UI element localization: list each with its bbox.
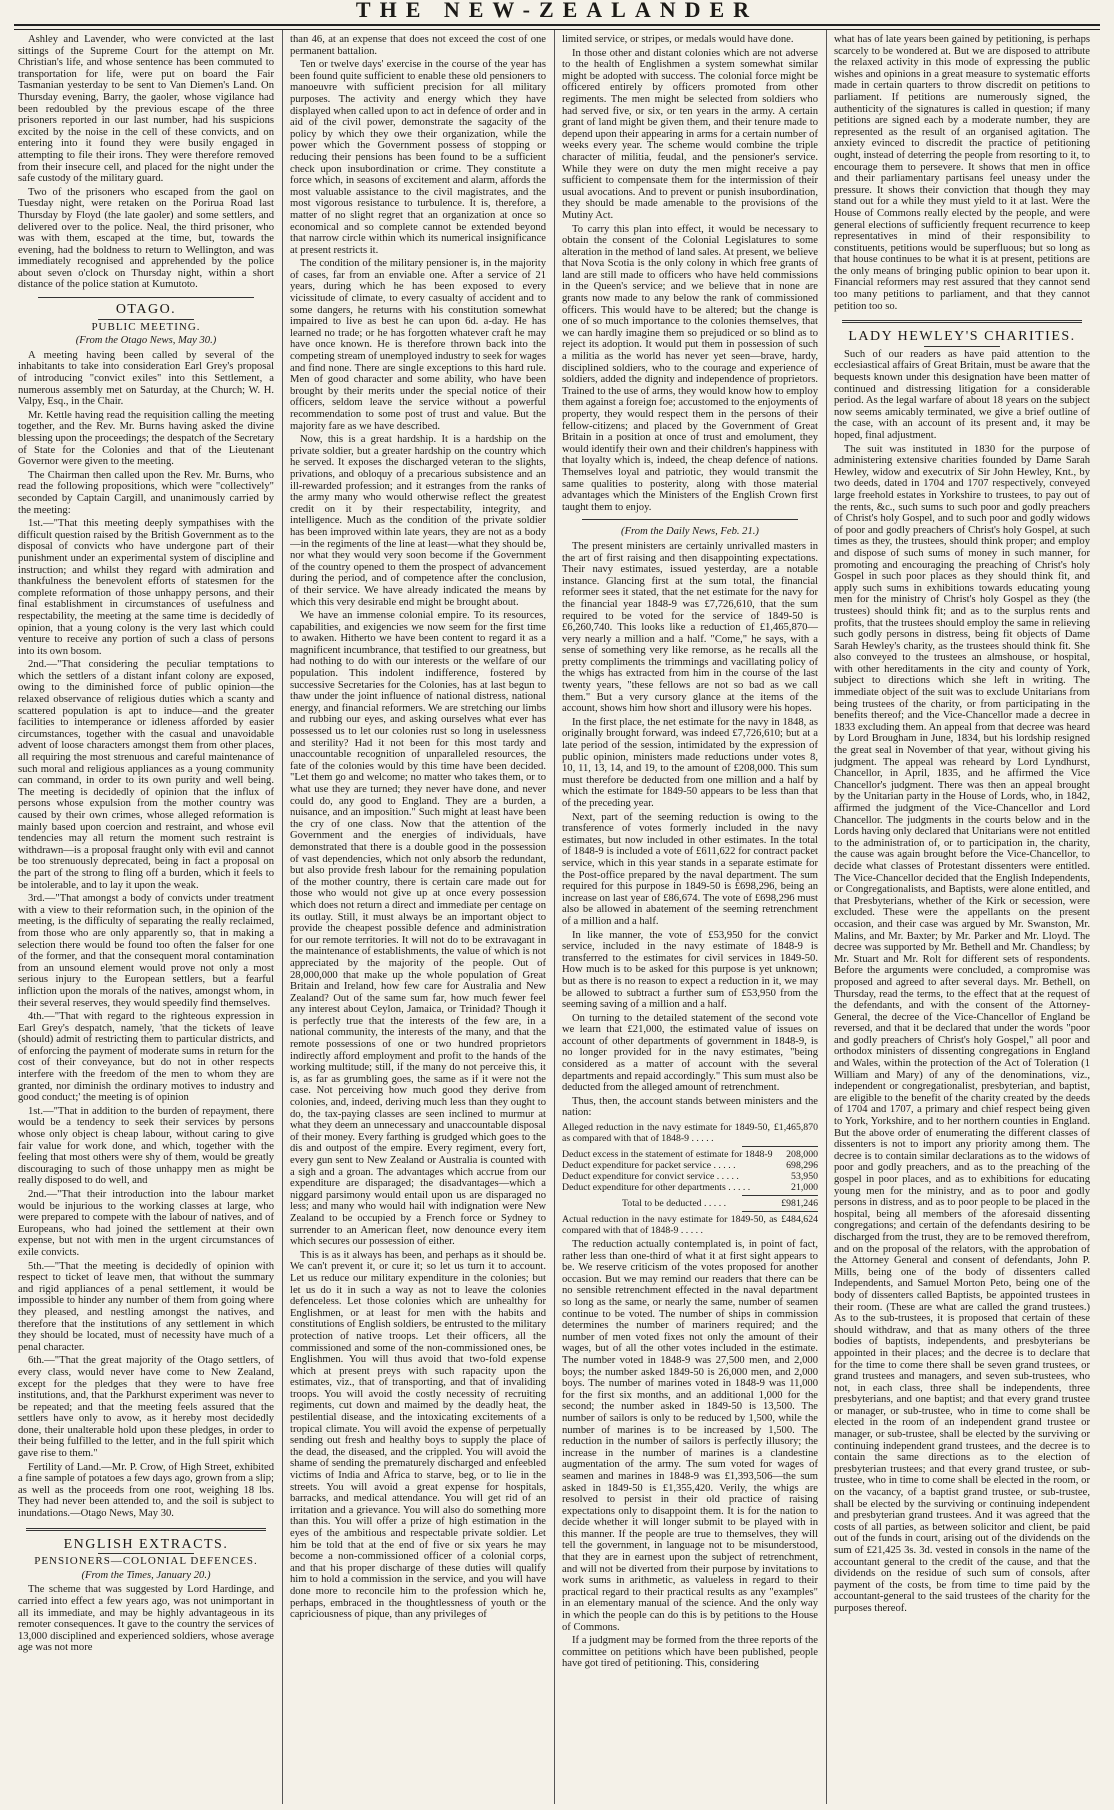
article-paragraph: Thus, then, the account stands between ministers and the nation: <box>562 1095 818 1119</box>
article-paragraph: limited service, or stripes, or medals would have done. <box>562 34 794 45</box>
ledger-row <box>562 1182 818 1193</box>
article-paragraph: In those other and distant colonies which are not adverse to the health of Englishmen a system somewhat similar might be adopted with success. The colonial force might be officered entirely by officers promoted from other regiments. The men might be selected from soldiers who had served five, or six, or ten years in the army. A certain grant of land might be given them, and their tenure made to depend upon their appearing in arms for a certain number of weeks every year. The scheme would combine the triple character of militia, feudal, and the pensioner's service. While they were on duty the men might receive a pay sufficient to compensate them for the intermission of their usual avocations. And to prevent or punish insubordination, they should be made amenable to the provisions of the Mutiny Act. <box>562 47 818 221</box>
article-paragraph: To carry this plan into effect, it would be necessary to obtain the consent of the Colonial Legislatures to some alteration in the method of land sales. At present, we believe that Nova Scotia is the only colony in which free grants of land are still made to officers who have held commissions in the Queen's service; and we believe that in none are grants now made to any below the rank of commissioned officers. This would have to be altered; but the change is one of so much importance to the colonies themselves, that we can hardly imagine them so prejudiced or so blind as to reject its adoption. It would put them in possession of such a militia as the world has never yet seen—brave, hardy, disciplined soldiers, who to the courage and experience of soldiers, added the dignity and independence of proprietors. Trained to the use of arms, they would know how to employ them against a foreign foe; accustomed to the enjoyments of property, they would respect them in the persons of their fellow-citizens; and placed by the Government of Great Britain in a position at once of trust and emolument, they would identify their own and their children's happiness with that loyalty which is, indeed, the cheap defence of nations. Themselves loyal and patriotic, they would transmit the same qualities to posterity, along with those material advantages which the Ministers of the English Crown first taught them to enjoy. <box>562 223 818 513</box>
article-paragraph: In like manner, the vote of £53,950 for the convict service, included in the navy estimate of 1848-9 is transferred to the estimates for civil services in 1849-50. How much is to be asked for this purpose is yet unknown; but as there is no reason to expect a reduction in it, we may be allowed to subtract a further sum of £53,950 from the seeming saving of a million and a half. <box>562 929 818 1011</box>
article-paragraph: The Chairman then called upon the Rev. Mr. Burns, who read the following propositions, which were "collectively" seconded by Captain Cargill, and unanimously carried by the meeting: <box>18 469 274 516</box>
ledger-row <box>562 1149 818 1160</box>
ledger-label: Deduct excess in the statement of estimate for 1848-9 <box>562 1149 773 1161</box>
column-3 <box>562 34 818 1806</box>
article-paragraph: 1st.—"That this meeting deeply sympathises with the difficult question raised by the British Government as to the disposal of convicts who have undergone part of their punishment under an experimental system of discipline and instruction; and whilst they regard with admiration and thankfulness the benevolent efforts of statesmen for the complete reformation of those unhappy persons, and their final establishment in circumstances of usefulness and respectability, the meeting at the same time is decidedly of opinion, that a young colony is the very last which could venture to receive any portion of such a class of persons into its own bosom. <box>18 518 274 657</box>
section-heading-english-extracts: ENGLISH EXTRACTS. <box>63 1536 229 1552</box>
article-paragraph: 1st.—"That in addition to the burden of repayment, there would be a tendency to seek their services by persons whose only object is cheap labour, without caring to give fair value for work done, and which, together with the feeling that most others were shy of them, would be greatly discouraging to such of those unhappy men as might be really disposed to do well, and <box>18 1105 274 1187</box>
article-paragraph: 3rd.—"That amongst a body of convicts under treatment with a view to their reformation such, in the opinion of the meeting, is the difficulty of separating the really reclaimed, from those who are only apparently so, that in making a selection there would be found too often the falser for one of the former, and that the consequent moral contamination from an unsound element would prove not only a most serious injury to the European settlers, but a fearful infliction upon the morals of the natives, amongst whom, in their several reserves, they would speedily find themselves. <box>18 893 274 1009</box>
article-source: (From the Otago News, May 30.) <box>75 335 217 347</box>
article-paragraph: We have an immense colonial empire. To its resources, capabilities, and exigencies we now seem for the first time to awaken. Hitherto we have been content to regard it as a magnificent incumbrance, that testified to our greatness, but had nothing to do with our interests or the welfare of our population. This indolent indifference, fostered by successive Secretaries for the Colonies, has at last begun to thaw under the joint influence of national distress, national energy, and financial reformers. We are stretching our limbs and rubbing our eyes, and asking ourselves what ever has possessed us to let our colonies rust so long in uselessness and sterility? Had it not been for this most tardy and unaccountable recognition of unparalleled resources, the fate of the colonies would by this time have been decided. "Let them go and welcome; no matter who takes them, or to what use they are turned; they never have done, and never could do, any good to England. They are a burden, a nuisance, and an imposition." Such might at least have been the cry of one class. Now that the attention of the Government and the energies of individuals, have demonstrated that there is a double good in the possession of vast dependencies, which not only absorb the redundant, but also provide fresh labour for the remaining population of the mother country, there is certain care made out for those who would not give up at once every possession which does not return a direct and immediate per centage on its outlay. Still, it must always be an important object to provide the cheapest possible defence and administration for our remote territories. It will not do to be extravagant in the maintenance of establishments, the value of which is not appreciated by the majority of the people. Out of 28,000,000 that make up the whole population of Great Britain and Ireland, how few care for Australia and New Zealand? Out of the same sum far, how much fewer feel any interest about Ceylon, Jamaica, or Trinidad? Though it is perfectly true that the interests of the few are, in a national community, the interests of the many, and that the remote possessions of one or two hundred proprietors indirectly afford employment and profit to the hands of the working multitude; still, if the many do not perceive this, it is, as far as grumbling goes, the same as if it were not the case. Not perceiving how much good they derive from colonies, and, indeed, deriving much less than they ought to do, the tax-paying classes are seen inclined to murmur at what they deem an unnecessary and unaccountable disposal of their money. Every farthing is grudged which goes to the dis and outpost of the empire. Every regiment, every fort, every gun sent to New Zealand or Australia is counted with a sigh and a groan. The advantages which accrue from our expenditure are disparaged; the disadvantages—which a niggard parsimony would entail upon us are disparaged no less; and many who would hail with indignation were New Zealand to be occupied by a French force or Sydney to surrender to an American fleet, now denounce every item which secures our possession of either. <box>290 610 546 1248</box>
article-source: (From the Times, January 20.) <box>81 1569 211 1581</box>
article-title-pensioners: PENSIONERS—COLONIAL DEFENCES. <box>34 1555 258 1568</box>
article-paragraph: Two of the prisoners who escaped from the gaol on Tuesday night, were retaken on the Porirua Road last Thursday by Floyd (the late gaoler) and some settlers, and delivered over to the police. Neal, the third prisoner, who was with them, escaped at the time, but, towards the evening, had the boldness to return to Wellington, and was immediately recognised and apprehended by the police about seven o'clock on Thursday night, within a short distance of the police station at Kumutoto. <box>18 186 274 291</box>
ledger-row <box>562 1171 818 1182</box>
navy-estimate-ledger <box>562 1122 818 1236</box>
article-paragraph: The condition of the military pensioner is, in the majority of cases, far from an enviable one. After a service of 21 years, during which he has been exposed to every vicissitude of climate, to every casualty of accident and to some dangers, he returns with his constitution somewhat impaired to live as best he can upon 6d. a-day. He has learned no trade; or he has forgotten whatever craft he may have once known. He is therefore thrown back into the competing stream of unemployed industry to seek for wages and find none. There are single exceptions to this hard rule. Men of good character and some ability, who have been brought by their merits under the special notice of their officers, seldom leave the service without a powerful recommendation to some post of trust and value. But the majority fare as we have described. <box>290 258 546 432</box>
ledger-rule <box>742 1146 818 1147</box>
article-paragraph: A meeting having been called by several of the inhabitants to take into consideration Earl Grey's proposal of introducing "convict exiles" into this Settlement, a numerous assembly met on Saturday, at the Church; W. H. Valpy, Esq., in the Chair. <box>18 349 274 408</box>
section-divider <box>582 519 798 520</box>
ledger-label: Deduct expenditure for packet service . . . . . <box>562 1160 736 1172</box>
ledger-amount: 208,000 <box>786 1149 818 1161</box>
ledger-amount: 698,296 <box>786 1160 818 1172</box>
article-paragraph: than 46, at an expense that does not exceed the cost of one permanent battalion. <box>290 34 546 57</box>
section-divider <box>924 346 1000 347</box>
column-rule <box>554 30 555 1804</box>
ledger-amount: £484,624 <box>781 1214 818 1226</box>
ledger-amount: £1,465,870 <box>773 1122 818 1134</box>
article-paragraph-fertility: Fertility of Land.—Mr. P. Crow, of High Street, exhibited a fine sample of potatoes a few days ago, grown from a slip; as well as the proceeds from one root, weighing 18 lbs. They had never been attended to, and the soil is subject to inundations.—Otago News, May 30. <box>18 1461 274 1520</box>
ledger-amount: 53,950 <box>791 1171 818 1183</box>
ledger-rule <box>742 1211 818 1212</box>
article-source: (From the Daily News, Feb. 21.) <box>621 526 759 538</box>
ledger-row-total <box>562 1198 818 1209</box>
ledger-amount: £981,246 <box>781 1198 818 1210</box>
article-paragraph: Next, part of the seeming reduction is owing to the transference of votes formerly included in the navy estimates, but now included in other estimates. In the total of 1848-9 is included a vote of £611,622 for contract packet service, which in this year stands in a separate estimate for the Post-office prepared by the naval department. The sum required for this purpose in 1849-50 is £698,296, being an increase on last year of £86,674. The vote of £698,296 must also be allowed in abatement of the seeming retrenchment of a million and a half. <box>562 811 818 927</box>
article-paragraph: The present ministers are certainly unrivalled masters in the art of first raising and then disappointing expectations. Their navy estimates, issued yesterday, are a notable instance. Glancing first at the sum total, the financial reformer sees it stated, that the net estimate for the navy for the financial year 1848-9 was £7,726,610, that the sum required to be voted for the service of 1849-50 is £6,260,740. This looks like a reduction of £1,465,870—very nearly a million and a half. "Come," he says, with a sense of something very like remorse, as he recalls all the pretty compliments the trimmings and vacillating policy of the whigs has extracted from him in the course of the last twenty years, "these fellows are not so bad as we call them." But a very cursory glance at the items of the account, shows him how short and illusory were his hopes. <box>562 540 818 715</box>
ledger-label: Deduct expenditure for other departments . . . . . <box>562 1182 751 1194</box>
article-paragraph: Now, this is a great hardship. It is a hardship on the private soldier, but a greater hardship on the country which he served. It exposes the discharged veteran to the slights, privations, and obloquy of a precarious subsistence and an ill-rewarded profession; and it estranges from the ranks of the army many who would otherwise reflect the greatest credit on it by their respectability, integrity, and intelligence. Much as the condition of the private soldier has been improved within late years, they are not as a body—in the regiments of the line at least—what they should be, nor what they would very soon become if the Government of the country opened to them the prospect of advancement during the period, and of competence after the conclusion, of their service. We have already indicated the means by which this very desirable end might be brought about. <box>290 434 546 608</box>
ledger-row <box>562 1160 818 1171</box>
article-paragraph: If a judgment may be formed from the three reports of the committee on petitions which have been published, people have got tired of petitioning. This, considering <box>562 1635 818 1670</box>
article-paragraph: 2nd.—"That their introduction into the labour market would be injurious to the working classes at large, who were prepared to compete with the labour of natives, and of Europeans, who had joined the settlement at their own expense, but not with men in the urgent circumstances of exile convicts. <box>18 1189 274 1258</box>
article-paragraph: 4th.—"That with regard to the righteous expression in Earl Grey's despatch, namely, 'that the tickets of leave (should) admit of restricting them to particular districts, and of enforcing the payment of moderate sums in return for the cost of their conveyance, but do not in other respects interfere with the freedom of the men to whom they are granted, nor diminish the ordinary motives to industry and good conduct;' the meeting is of opinion <box>18 1011 274 1104</box>
article-title-public-meeting: PUBLIC MEETING. <box>91 320 201 333</box>
column-rule <box>826 30 827 1804</box>
section-heading-otago: OTAGO. <box>115 302 177 318</box>
section-divider <box>26 1528 266 1531</box>
ledger-row <box>562 1214 818 1236</box>
article-paragraph: 6th.—"That the great majority of the Otago settlers, of every class, would never have come to New Zealand, except for the pledges that they were to have free institutions, and, that the Parkhurst experiment was never to be repeated; and that the meeting feels assured that the settlers have only to avow, as it hereby most decidedly done, their unalterable hold upon these pledges, in order to their being fulfilled to the letter, and in the full spirit which gave rise to them." <box>18 1355 274 1460</box>
article-paragraph: what has of late years been gained by petitioning, is perhaps scarcely to be wondered at. But we are disposed to attribute the relaxed activity in this mode of expressing the public wishes and opinions in a great measure to systematic efforts made in certain quarters to throw discredit on petitions to parliament. If petitions are numerously signed, the authenticity of the signatures is called in question; if many petitions are signed each by a moderate number, they are represented as the result of an organised agitation. The anxiety evinced to discredit the practice of petitioning ought, instead of deterring the people from resorting to it, to encourage them to persevere. It shows that men in office and their parliamentary partisans feel uneasy under the pressure. It shows their conviction that though they may stand out for a while they must yield to it at last. Were the House of Commons really elected by the people, and were general elections of sufficiently frequent recurrence to keep representatives in mind of their responsibility to constituents, petitions would be superfluous; but so long as that house continues to be what it is at present, petitions are the only means of bringing public opinion to bear upon it. Financial reformers may rest assured that they cannot send too many petitions to parliament, and that they cannot petition too so. <box>834 34 1090 312</box>
article-paragraph: The reduction actually contemplated is, in point of fact, rather less than one-third of what it at first sight appears to be. We reserve criticism of the votes proposed for another occasion. But we may remind our readers that there can be no sensible retrenchment effected in the naval department so long as the same, or nearly the same, number of seamen continue to be voted. The number of ships in commission determines the number of mariners required; and the number of men voted fixes not only the amount of their wages, but of all the other votes included in the estimate. The number voted in 1848-9 was 27,500 men, and 2,000 boys; the number asked 1849-50 is 26,000 men, and 2,000 boys. The number of marines voted in 1848-9 was 11,000 for the first six months, and an additional 1,000 for the second; the number asked in 1849-50 is 13,500. The number of sailors is only to be reduced by 1,500, while the number of marines is to be increased by 1,500. The reduction in the number of sailors is perfectly illusory; the increase in the number of marines is a clandestine augmentation of the army. The sum voted for wages of seamen and marines in 1848-9 was £1,393,506—the sum asked in 1849-50 is £1,355,420. Verily, the whigs are resolved to persist in their old practice of raising expectations only to disappoint them. It is for the nation to decide whether it will longer submit to be played with in this manner. If the people are true to themselves, they will tell the government, in language not to be misunderstood, that they are in earnest upon the subject of retrenchment, and will not be diverted from their purpose by invitations to work sums in arithmetic, as valueless in regard to their practical regard to their practical results as any "examples" in an elementary manual of the science. And the only way in which the people can do this is by petitions to the House of Commons. <box>562 1239 818 1633</box>
article-paragraph: Such of our readers as have paid attention to the ecclesiastical affairs of Great Britain, must be aware that the bequests known under this designation have been matter of continued and distressing litigation for a considerable period. As the legal warfare of about 18 years on the subject now seems amicably terminated, we give a brief outline of the case, with an account of its present and, it may be hoped, final adjustment. <box>834 348 1090 441</box>
article-paragraph: This is as it always has been, and perhaps as it should be. We can't prevent it, or cure it; so let us turn it to account. Let us reduce our military expenditure in the colonies; but let us do it in such a way as not to leave the colonies defenceless. Let those colonies which are unhealthy for Englishmen, or at least for men with the habits and constitutions of English soldiers, be entrusted to the military protection of native troops. Let their officers, all the commissioned and some of the non-commissioned ones, be Englishmen. You will thus avoid that two-fold expense which at present preys with such rapacity upon the estimates, viz., that of transporting, and that of invaliding troops. You will avoid the costly necessity of recruiting regiments, cut down and maimed by the deadly heat, the pestilential disease, and the intoxicating excitements of a tropical climate. You will avoid the expense of perpetually sending out fresh and healthy boys to supply the place of the dead, the diseased, and the crippled. You will avoid the shame of sending the prematurely discharged and enfeebled victims of India and Africa to starve, beg, or to lie in the streets. You will avoid a great expense for hospitals, barracks, and medical attendance. You will get rid of an irritation and a grievance. You will also do something more than this. You will offer a prize of high estimation in the eyes of the ambitious and respectable private soldier. Let him be told that at the end of five or six years he may become a non-commissioned officer of a colonial corps, and that his proper discharge of these duties will qualify him to hold a commission in the service, and you will have done more to reconcile him to the profession which he, perhaps, embraced in the thoughtlessness of youth or the capriciousness of pique, than any privileges of <box>290 1249 546 1621</box>
masthead-rule <box>14 24 1100 30</box>
ledger-label: Actual reduction in the navy estimate for 1849-50, as compared with that of 1848-9 . . . . . <box>562 1214 778 1237</box>
column-4 <box>834 34 1090 1806</box>
column-rule <box>282 30 283 1804</box>
column-2 <box>290 34 546 1806</box>
ledger-rule <box>742 1195 818 1196</box>
ledger-label: Total to be deducted . . . . . <box>622 1198 727 1210</box>
article-paragraph: 5th.—"That the meeting is decidedly of opinion with respect to ticket of leave men, that without the summary and rigid appliances of a penal settlement, it would be impossible to hinder any number of them from going where they pleased, and nestling amongst the natives, and therefore that the institutions of any settlement in which they should be located, must of necessity have much of a penal character. <box>18 1260 274 1353</box>
section-divider <box>98 1553 194 1554</box>
article-paragraph: In the first place, the net estimate for the navy in 1848, as originally brought forward, was indeed £7,726,610; but at a late period of the session, intimidated by the expression of public opinion, ministers made reductions under votes 8, 10, 11, 13, 14, and 19, to the amount of £208,000. This sum must therefore be deducted from one million and a half by which the estimate for 1849-50 appears to be less than that of the preceding year. <box>562 716 818 809</box>
masthead <box>14 0 1100 26</box>
section-divider <box>98 319 194 320</box>
section-divider <box>38 297 254 298</box>
masthead-title: THE NEW-ZEALANDER <box>355 0 759 22</box>
article-paragraph: On turning to the detailed statement of the second vote we learn that £21,000, the estimated value of issues on account of other departments of government in 1848-9, is no longer provided for in the navy estimates, "being considered as a matter of account with the several departments and repaid accordingly." This sum must also be deducted from the alleged amount of retrenchment. <box>562 1012 818 1094</box>
section-divider <box>842 320 1082 323</box>
article-paragraph: The suit was instituted in 1830 for the purpose of administering extensive charities founded by Dame Sarah Hewley, widow and executrix of Sir John Hewley, Knt., by two deeds, dated in 1704 and 1707 respectively, conveyed large freehold estates in Yorkshire to trustees, to pay out of the rents, &c., such sums to such poor and godly preachers of Christ's holy Gospel, and to such poor and godly widows of poor and godly preachers of Christ's holy Gospel, at such times as they, the trustees, should think proper; and employ and dispose of such sums of money in such manner, for promoting and encouraging the preaching of Christ's holy Gospel in such poor places as they should think fit, and apply such sums in exhibitions towards educating young men for the ministry of Christ's holy Gospel as they (the trustees) should think fit; and as to the surplus rents and profits, that the trustees should employ the same in relieving such godly persons in distress, being fit objects of Dame Sarah Hewley's charity, as the trustees should think fit. She also conveyed to the trustees an almshouse, or hospital, with other hereditaments in the city and county of York, subject to directions which she left in writing. The immediate object of the suit was to exclude Unitarians from being trustees of the charity, or from participating in the benefits thereof; and the Vice-Chancellor made a decree in 1833 excluding them. An appeal from that decree was heard by Lord Brougham in June, 1834, but his lordship resigned the great seal in November of that year, without giving his judgment. The appeal was reheard by Lord Lyndhurst, Chancellor, in April, 1835, and he affirmed the Vice Chancellor's judgment. There was then an appeal brought by the Unitarian party in the House of Lords, who, in 1842, affirmed the judgment of the Vice-Chancellor and Lord Chancellor. The judgments in the courts below and in the Lords having only declared that Unitarians were not entitled to the administration of, or to participation in, the charity, the cause was again brought before the Vice-Chancellor, to decide what classes of Protestant dissenters were entitled. The Vice-Chancellor decided that the English Independents, or Congregationalists, and Baptists, were alone entitled, and that Presbyterians, whether of the Kirk or secession, were excluded. These were the appellants on the present occasion, and their case was argued by Mr. Swanston, Mr. Malins, and Mr. Baxter; by Mr. Parker and Mr. Lloyd. The decree was supported by Mr. Bethell and Mr. Chandless; by Mr. Stuart and Mr. Rolt for different sets of respondents. Before the arguments were concluded, a compromise was proposed and agreed to after several days. Mr. Bethell, on Thursday, read the terms, to the effect that at the request of the defendants, and with the consent of the Attorney-General, the decree of the Vice-Chancellor of England be reversed, and that it be declared that under the words "poor and godly preachers of Christ's holy Gospel," all poor and orthodox ministers of dissenting congregations in England and Wales, within the protection of the Act of Toleration (1 William and Mary) of any of the denominations, viz., independent or congregationalist, presbyterian, and baptist, are eligible to the benefit of the charity created by the deeds of 1704 and 1707, a primary and chief respect being given to York, Yorkshire, and to her northern counties in England. But the above order of enumerating the different classes of dissenters is not to import any priority among them. The decree is to contain similar declarations as to the widows of poor and godly preachers, and as to the preaching of the gospel in poor places, and as to exhibitions for educating young men for the ministry, and as to poor and godly persons in distress, and as to poor people to be placed in the hospital, being all members of the aforesaid dissenting congregations; and certain of the defendants desiring to be discharged from the trust, they are to be removed therefrom, and on the proposal of the relators, with the approbation of the Attorney General and consent of defendants, John P. Mills, being one of the body of dissenters called Independents, and Samuel Morton Peto, being one of the body of dissenters called Baptists, be appointed trustees in their room. (These are what are called the grand trustees.) As to the sub-trustees, it is proposed that certain of these should withdraw, and that as many others of the three bodies of baptists, independents, and presbyterians be appointed in their places; and the decree is to declare that for the time to come there shall be seven grand trustees, or grand trustees and managers, and seven sub-trustees, who not, in each class, three shall be independents, three presbyterians, and one baptist; and that every grand trustee or manager, or sub-trustee, who in time to come shall be elected in the room of an independent grand trustee or manager, or sub-trustee, shall be elected by the surviving or continuing independent grand trustees, and the decree is to contain the same directions as to the election of presbyterian trustees; and that every grand trustee, or sub-trustee, who in time to come shall be elected in the room, or on the vacancy, of a baptist grand trustee, or sub-trustee, shall be elected by the surviving or continuing independent and presbyterian grand trustees. And it was agreed that the costs of all parties, as between solicitor and client, be paid out of the funds in court, arising out of the dividends on the sum of £21,425 3s. 3d. vested in consols in the name of the accountant general to the credit of the cause, and that the dividends on the residue of such sum of consols, after payment of the costs, be from time to time paid by the accountant-general to the said trustees of the charity for the purposes thereof. <box>834 443 1090 1614</box>
ledger-row <box>562 1122 818 1144</box>
article-paragraph: 2nd.—"That considering the peculiar temptations to which the settlers of a distant infant colony are exposed, owing to the diminished force of public opinion—the relaxed observance of religious duties which a scanty and scattered population is apt to induce—and the greater facilities to intemperance or idleness afforded by easier circumstances, together with the casual and unavoidable advent of loose characters amongst them from other places, all requiring the most strenuous and careful maintenance of such moral and religious appliances as a young community can command, in order to its own purity and well being. The meeting is decidedly of opinion that the influx of persons whose expulsion from the mother country was caused by their own crimes, whose alleged reformation is mainly based upon coercion and restraint, and whose evil tendencies may all return the moment such restraint is withdrawn—is a proposal fraught only with evil and cannot be too strenuously deprecated, being in fact a proposal on the part of the strong to fling off a burden, which it feels to be intolerable, and to lay it upon the weak. <box>18 659 274 891</box>
article-paragraph: The scheme that was suggested by Lord Hardinge, and carried into effect a few years ago, was not unimportant in all its immediate, and may be highly advantageous in its remoter consequences. It gave to the country the services of 13,000 disciplined and experienced soldiers, whose average age was not more <box>18 1584 274 1654</box>
ledger-label: Deduct expenditure for convict service . . . . . <box>562 1171 739 1183</box>
article-title-lady-hewley: LADY HEWLEY'S CHARITIES. <box>848 329 1076 345</box>
article-paragraph: Ten or twelve days' exercise in the course of the year has been found quite sufficient to enable these old pensioners to manoeuvre with sufficient precision for all military purposes. The activity and energy which they have displayed when called upon to act in defence of order and in aid of the civil power, demonstrate the sagacity of the policy by which they owe their organization, while the power which the Government possess of stopping or reducing their pensions has been found to be a sufficient check upon insubordination or crime. They constitute a force which, in seasons of excitement and alarm, affords the most valuable assistance to the civil magistrates, and the most vigorous resistance to turbulence. It is, therefore, a matter of no slight regret that an organization at once so economical and so complete cannot be extended beyond that narrow circle within which its numerical insignificance at present restricts it. <box>290 59 546 256</box>
column-1 <box>18 34 274 1806</box>
ledger-label: Alleged reduction in the navy estimate for 1849-50, as compared with that of 1848-9 . . . . . <box>562 1122 770 1145</box>
article-paragraph: Ashley and Lavender, who were convicted at the last sittings of the Supreme Court for the attempt on Mr. Christian's life, and whose sentence has been commuted to transportation for life, were put on board the Fair Tasmanian yesterday to be sent to Van Diemen's Land. On Thursday evening, Barry, the gaoler, whose vigilance had been redoubled by the previous escape of the three prisoners reported in our last number, had his suspicions excited by the noise in the cell of these convicts, and on entering into it found they were busily engaged in attempting to file their irons. They were therefore removed from their insecure cell, and placed for the night under the safe custody of the military guard. <box>18 34 274 185</box>
ledger-amount: 21,000 <box>791 1182 818 1194</box>
article-paragraph: Mr. Kettle having read the requisition calling the meeting together, and the Rev. Mr. Burns having asked the divine blessing upon the proceedings; the despatch of the Secretary of State for the Colonies and that of the Lieutenant Governor were given to the meeting. <box>18 409 274 468</box>
